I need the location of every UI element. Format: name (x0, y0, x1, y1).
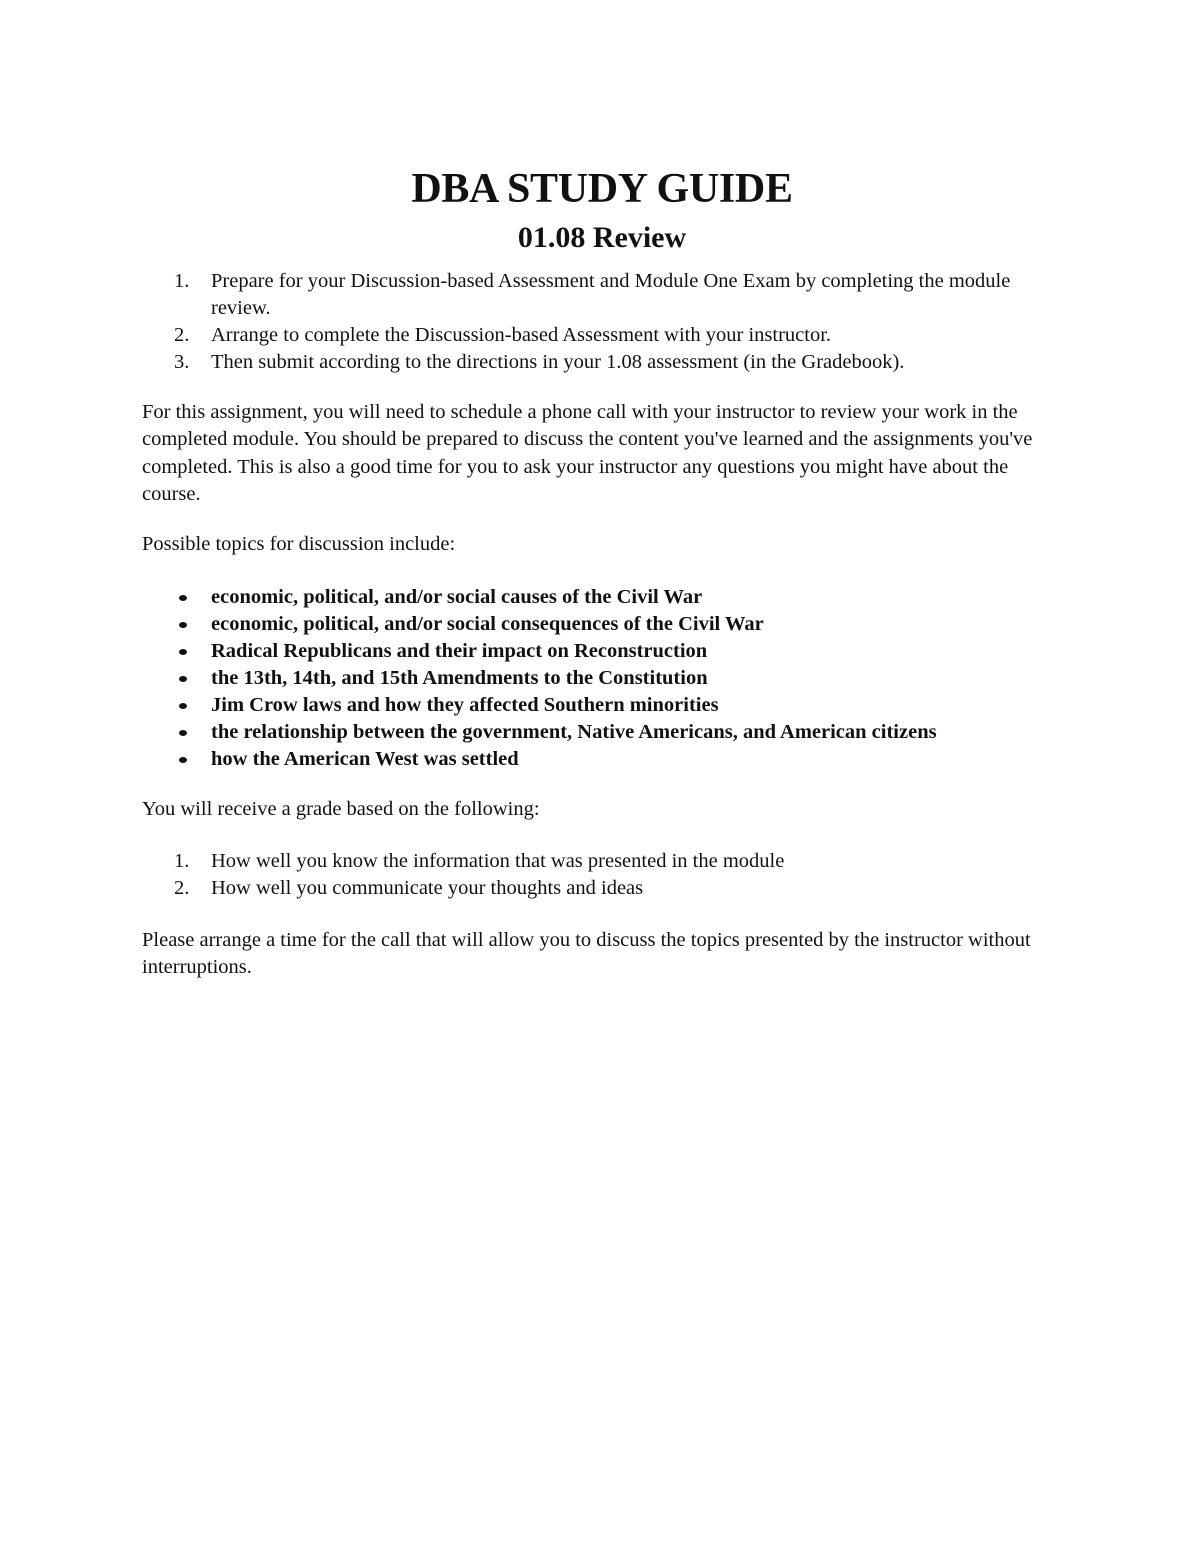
list-item-text: economic, political, and/or social consequences of the Civil War (211, 613, 764, 636)
list-number: 3. (174, 351, 190, 373)
list-item (142, 349, 1062, 376)
list-item (142, 268, 1062, 322)
bullet-icon (179, 757, 187, 763)
list-number: 2. (174, 324, 190, 346)
list-item (142, 875, 1062, 902)
list-number: 1. (174, 849, 190, 872)
document-title: DBA STUDY GUIDE (411, 166, 793, 212)
list-item-text: Then submit according to the directions in your 1.08 assessment (in the Gradebook). (211, 351, 905, 373)
list-item-text: How well you communicate your thoughts and ideas (211, 876, 644, 899)
list-item-text: Radical Republicans and their impact on Reconstruction (211, 640, 708, 663)
list-number: 1. (174, 270, 190, 292)
list-item (142, 611, 1062, 638)
steps-list (142, 268, 1062, 376)
topics-heading: Possible topics for discussion include: (142, 533, 456, 556)
list-item-text: Arrange to complete the Discussion-based Assessment with your instructor. (211, 324, 832, 346)
list-item (142, 584, 1062, 611)
list-item (142, 665, 1062, 692)
list-item (142, 848, 1062, 875)
intro-paragraph: For this assignment, you will need to schedule a phone call with your instructor to review your work in the completed module. You should be prepared to discuss the content you've learned and the assignments you've completed. This is also a good time for you to ask your instructor any questions you might have about the course. (142, 401, 1033, 505)
list-item (142, 719, 1062, 746)
list-number: 2. (174, 876, 190, 899)
document-content (142, 164, 1062, 981)
closing-paragraph: Please arrange a time for the call that will allow you to discuss the topics presented by the instructor without interruptions. (142, 928, 1031, 979)
list-item-text: the relationship between the government, Native Americans, and American citizens (211, 721, 937, 744)
list-item (142, 638, 1062, 665)
list-item-text: how the American West was settled (211, 748, 519, 771)
bullet-icon (179, 676, 187, 682)
bullet-icon (179, 622, 187, 628)
bullet-icon (179, 730, 187, 736)
bullet-icon (179, 703, 187, 709)
document-subtitle: 01.08 Review (517, 221, 687, 254)
list-item (142, 692, 1062, 719)
topics-list (142, 584, 1062, 773)
list-item-text: economic, political, and/or social causes of the Civil War (211, 586, 703, 609)
list-item-text: Jim Crow laws and how they affected Southern minorities (211, 694, 719, 717)
grade-heading: You will receive a grade based on the following: (142, 798, 540, 821)
bullet-icon (179, 595, 187, 601)
list-item-text: How well you know the information that was presented in the module (211, 849, 785, 872)
list-item-text: Prepare for your Discussion-based Assessment and Module One Exam by completing the module review. (211, 270, 1011, 319)
list-item-text: the 13th, 14th, and 15th Amendments to the Constitution (211, 667, 708, 690)
list-item (142, 746, 1062, 773)
grade-criteria-list (142, 848, 1062, 902)
list-item (142, 322, 1062, 349)
bullet-icon (179, 649, 187, 655)
